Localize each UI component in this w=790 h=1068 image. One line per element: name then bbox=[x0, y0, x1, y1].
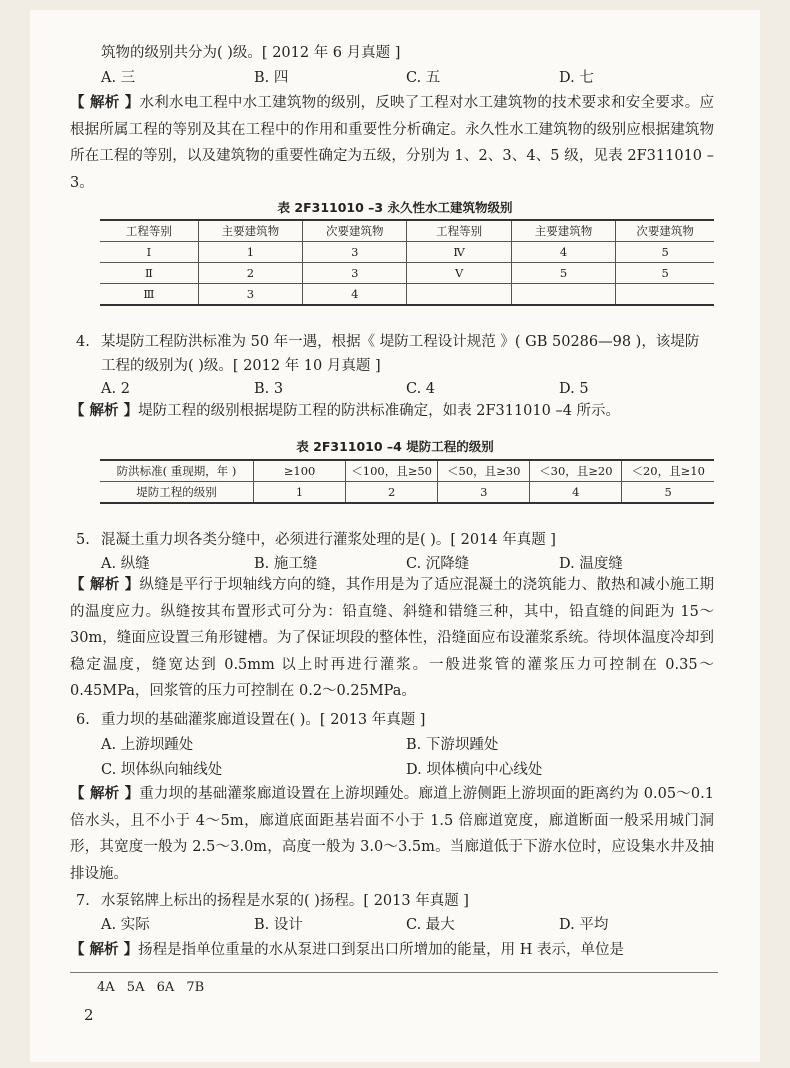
table-cell: 4 bbox=[511, 242, 615, 263]
table-cell: 堤防工程的级别 bbox=[100, 482, 254, 504]
q7-option-d: D. 平均 bbox=[559, 917, 609, 933]
answer-key: 4A 5A 6A 7B bbox=[97, 980, 205, 995]
table-header-cell: 工程等别 bbox=[407, 220, 511, 242]
q5-stem: 混凝土重力坝各类分缝中，必须进行灌浆处理的是( )。[ 2014 年真题 ] bbox=[101, 532, 556, 548]
table-header-cell: 主要建筑物 bbox=[511, 220, 615, 242]
analysis-label: 【 解析 】 bbox=[70, 576, 140, 593]
table2-header-row bbox=[100, 460, 714, 482]
table-cell: 1 bbox=[198, 242, 302, 263]
table-cell: 2 bbox=[346, 482, 438, 504]
q3-analysis-text: 水利水电工程中水工建筑物的级别，反映了工程对水工建筑物的技术要求和安全要求。应根据所属工程的等别及其在工程中的作用和重要性分析确定。永久性水工建筑物的级别应根据建筑物所在工程的等别，以及建筑物的重要性确定为五级，分别为 1、2、3、4、5 级，见表 2F311010 –3。 bbox=[70, 95, 714, 191]
table-header-cell: ＜30，且≥20 bbox=[530, 460, 622, 482]
q7-option-b: B. 设计 bbox=[254, 917, 303, 933]
q6-analysis bbox=[70, 781, 714, 887]
q4-analysis-text: 堤防工程的级别根据堤防工程的防洪标准确定，如表 2F311010 –4 所示。 bbox=[138, 403, 621, 419]
table-cell: 5 bbox=[622, 482, 714, 504]
table-row bbox=[100, 263, 714, 284]
table-header-cell: 次要建筑物 bbox=[616, 220, 714, 242]
table-cell bbox=[616, 284, 714, 306]
table-cell: 5 bbox=[616, 263, 714, 284]
table-cell: Ⅴ bbox=[407, 263, 511, 284]
table-cell: 5 bbox=[616, 242, 714, 263]
table-row bbox=[100, 482, 714, 504]
q5-option-d: D. 温度缝 bbox=[559, 556, 623, 572]
q7-stem: 水泵铭牌上标出的扬程是水泵的( )扬程。[ 2013 年真题 ] bbox=[101, 893, 469, 909]
table-cell: 4 bbox=[303, 284, 407, 306]
q5-option-c: C. 沉降缝 bbox=[406, 556, 470, 572]
table-cell bbox=[407, 284, 511, 306]
table-header-cell: 主要建筑物 bbox=[198, 220, 302, 242]
q3-analysis bbox=[70, 90, 714, 196]
q7-analysis-text: 扬程是指单位重量的水从泵进口到泵出口所增加的能量，用 H 表示，单位是 bbox=[138, 942, 624, 958]
table-header-cell: ＜50，且≥30 bbox=[438, 460, 530, 482]
table-cell bbox=[511, 284, 615, 306]
table-cell: 3 bbox=[303, 263, 407, 284]
table-cell: 3 bbox=[438, 482, 530, 504]
table-row bbox=[100, 242, 714, 263]
q7-option-c: C. 最大 bbox=[406, 917, 455, 933]
q4-option-c: C. 4 bbox=[406, 381, 436, 397]
table2 bbox=[100, 459, 714, 504]
q6-number: 6. bbox=[76, 712, 90, 728]
q3-option-d: D. 七 bbox=[559, 70, 594, 86]
table-cell: 5 bbox=[511, 263, 615, 284]
q6-analysis-text: 重力坝的基础灌浆廊道设置在上游坝踵处。廊道上游侧距上游坝面的距离约为 0.05～0.1 倍水头，且不小于 4～5m，廊道底面距基岩面不小于 1.5 倍廊道宽度，廊道断面一般采用城门洞形，其宽度一般为 2.5～3.0m，高度一般为 3.0～3.5m。当廊道低于下游水位时，应设集水井及抽排设施。 bbox=[70, 786, 714, 882]
q5-number: 5. bbox=[76, 532, 90, 548]
q3-option-a: A. 三 bbox=[101, 70, 136, 86]
q5-option-b: B. 施工缝 bbox=[254, 556, 318, 572]
table-cell: 3 bbox=[198, 284, 302, 306]
q7-option-a: A. 实际 bbox=[101, 917, 150, 933]
table-header-cell: ≥100 bbox=[254, 460, 346, 482]
q6-option-d: D. 坝体横向中心线处 bbox=[406, 762, 543, 778]
q4-option-b: B. 3 bbox=[254, 381, 284, 397]
table-cell: Ⅰ bbox=[100, 242, 198, 263]
analysis-label: 【 解析 】 bbox=[70, 94, 140, 111]
table-cell: 3 bbox=[303, 242, 407, 263]
table-header-cell: 工程等别 bbox=[100, 220, 198, 242]
q4-option-a: A. 2 bbox=[101, 381, 130, 397]
table-cell: Ⅳ bbox=[407, 242, 511, 263]
page-number: 2 bbox=[84, 1006, 94, 1024]
q4-option-d: D. 5 bbox=[559, 381, 589, 397]
table-header-cell: ＜100，且≥50 bbox=[346, 460, 438, 482]
q4-number: 4. bbox=[76, 334, 90, 350]
q4-stem-line1: 某堤防工程防洪标准为 50 年一遇，根据《 堤防工程设计规范 》( GB 50286—98 )，该堤防 bbox=[101, 334, 700, 350]
analysis-label: 【 解析 】 bbox=[70, 785, 140, 802]
q7-number: 7. bbox=[76, 893, 90, 909]
q6-option-c: C. 坝体纵向轴线处 bbox=[101, 762, 223, 778]
q4-stem-line2: 工程的级别为( )级。[ 2012 年 10 月真题 ] bbox=[101, 358, 381, 374]
table-cell: Ⅱ bbox=[100, 263, 198, 284]
table1-caption: 表 2F311010 –3 永久性水工建筑物级别 bbox=[277, 200, 513, 215]
table-cell: Ⅲ bbox=[100, 284, 198, 306]
table-header-cell: 次要建筑物 bbox=[303, 220, 407, 242]
table1-header-row bbox=[100, 220, 714, 242]
analysis-label: 【 解析 】 bbox=[70, 941, 139, 958]
q6-stem: 重力坝的基础灌浆廊道设置在( )。[ 2013 年真题 ] bbox=[101, 712, 426, 728]
table-cell: 1 bbox=[254, 482, 346, 504]
table1 bbox=[100, 219, 714, 306]
table-cell: 2 bbox=[198, 263, 302, 284]
q3-option-b: B. 四 bbox=[254, 70, 289, 86]
table-row bbox=[100, 284, 714, 306]
table2-caption: 表 2F311010 –4 堤防工程的级别 bbox=[296, 439, 494, 454]
q3-stem-continuation: 筑物的级别共分为( )级。[ 2012 年 6 月真题 ] bbox=[101, 45, 401, 61]
q6-option-a: A. 上游坝踵处 bbox=[101, 737, 194, 753]
analysis-label: 【 解析 】 bbox=[70, 402, 139, 419]
footer-divider bbox=[70, 972, 718, 973]
table-header-cell: ＜20，且≥10 bbox=[622, 460, 714, 482]
q5-analysis-text: 纵缝是平行于坝轴线方向的缝，其作用是为了适应混凝土的浇筑能力、散热和减小施工期的温度应力。纵缝按其布置形式可分为：铅直缝、斜缝和错缝三种，其中，铅直缝的间距为 15～30m，缝面应设置三角形键槽。为了保证坝段的整体性，沿缝面应布设灌浆系统。待坝体温度冷却到稳定温度，缝宽达到 0.5mm 以上时再进行灌浆。一般进浆管的灌浆压力可控制在 0.35～0.45MPa，回浆管的压力可控制在 0.2～0.25MPa。 bbox=[70, 577, 714, 699]
q3-option-c: C. 五 bbox=[406, 70, 441, 86]
q5-analysis bbox=[70, 572, 714, 705]
q7-analysis bbox=[70, 937, 714, 964]
q4-analysis bbox=[70, 398, 714, 425]
table-cell: 4 bbox=[530, 482, 622, 504]
q5-option-a: A. 纵缝 bbox=[101, 556, 150, 572]
q6-option-b: B. 下游坝踵处 bbox=[406, 737, 499, 753]
table-header-cell: 防洪标准( 重现期，年 ) bbox=[100, 460, 254, 482]
